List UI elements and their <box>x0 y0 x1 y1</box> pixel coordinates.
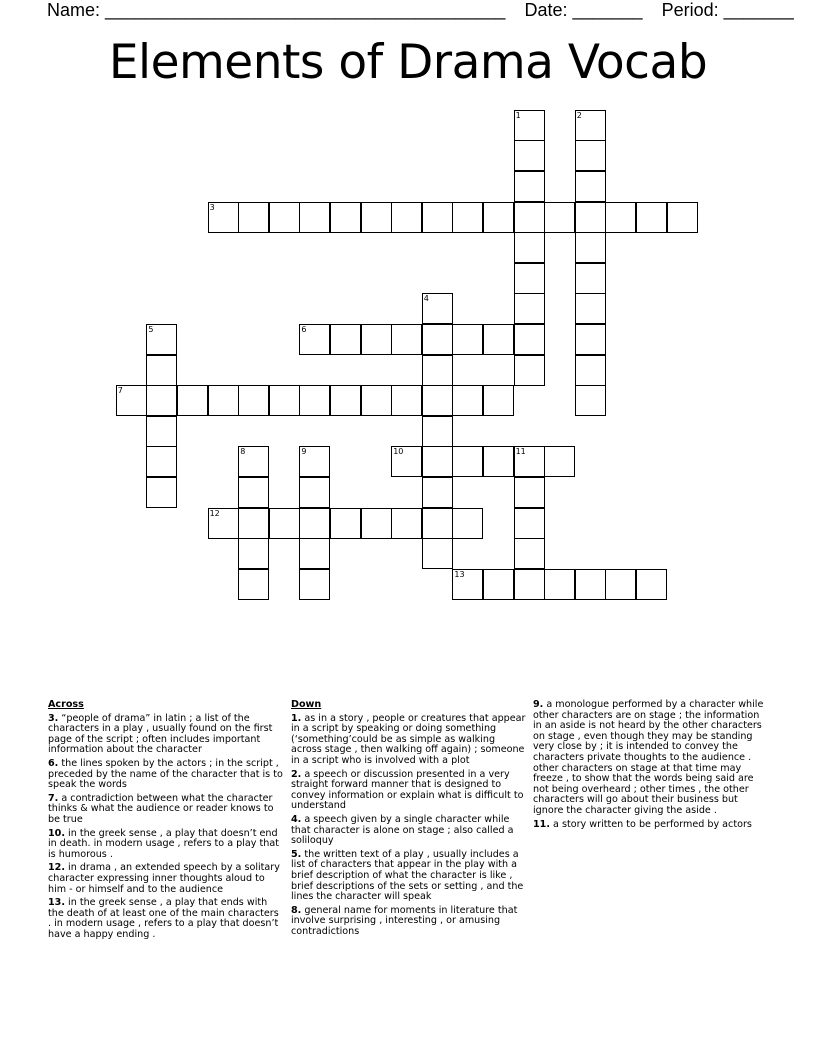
grid-cell[interactable] <box>422 538 453 569</box>
grid-cell[interactable] <box>667 202 698 233</box>
clue-text: a speech or discussion presented in a very straight forward manner that is designed to convey information or explain what is difficult to understand <box>291 768 524 812</box>
grid-cell[interactable] <box>605 202 636 233</box>
grid-cell[interactable] <box>575 140 606 171</box>
grid-cell[interactable] <box>146 324 177 355</box>
grid-cell[interactable] <box>177 385 208 416</box>
grid-cell[interactable] <box>422 355 453 386</box>
down-clues <box>291 700 527 940</box>
clue-item <box>533 700 769 817</box>
grid-cell[interactable] <box>208 508 239 539</box>
grid-cell[interactable] <box>483 569 514 600</box>
clue-number-label: 4. <box>291 813 302 825</box>
clue-item <box>48 714 284 756</box>
grid-cell[interactable] <box>575 355 606 386</box>
across-clues <box>48 700 284 943</box>
grid-cell[interactable] <box>514 538 545 569</box>
clue-number-label: 2. <box>291 768 302 780</box>
grid-cell[interactable] <box>269 202 300 233</box>
grid-cell[interactable] <box>238 508 269 539</box>
grid-cell[interactable] <box>238 446 269 477</box>
grid-cell[interactable] <box>483 385 514 416</box>
grid-cell[interactable] <box>544 446 575 477</box>
grid-cell[interactable] <box>483 324 514 355</box>
page-title: Elements of Drama Vocab <box>108 35 708 90</box>
grid-cell[interactable] <box>330 324 361 355</box>
grid-cell[interactable] <box>299 508 330 539</box>
grid-cell[interactable] <box>299 385 330 416</box>
grid-cell[interactable] <box>361 385 392 416</box>
grid-cell[interactable] <box>391 508 422 539</box>
grid-cell[interactable] <box>483 446 514 477</box>
clue-number: 1 <box>515 110 521 120</box>
grid-cell[interactable] <box>575 569 606 600</box>
clue-item <box>291 815 527 847</box>
down-heading: Down <box>291 699 322 710</box>
clue-number: 3 <box>209 202 215 212</box>
grid-cell[interactable] <box>146 416 177 447</box>
clue-text: general name for moments in literature that involve surprising , interesting , or amusing contradictions <box>291 904 518 937</box>
clue-item <box>533 820 769 831</box>
grid-cell[interactable] <box>422 202 453 233</box>
clue-item <box>48 863 284 895</box>
clue-number: 12 <box>209 508 220 518</box>
grid-cell[interactable] <box>299 569 330 600</box>
grid-cell[interactable] <box>361 324 392 355</box>
clue-item <box>291 714 527 767</box>
clue-number-label: 8. <box>291 904 302 916</box>
clue-number: 6 <box>301 325 307 334</box>
grid-cell[interactable] <box>361 508 392 539</box>
grid-cell[interactable] <box>208 385 239 416</box>
grid-cell[interactable] <box>452 202 483 233</box>
grid-cell[interactable] <box>514 324 545 355</box>
grid-cell[interactable] <box>238 538 269 569</box>
grid-cell[interactable] <box>636 202 667 233</box>
grid-cell[interactable] <box>422 385 453 416</box>
grid-cell[interactable] <box>422 446 453 477</box>
grid-cell[interactable] <box>514 355 545 386</box>
grid-cell[interactable] <box>544 569 575 600</box>
grid-cell[interactable] <box>422 293 453 324</box>
grid-cell[interactable] <box>299 324 330 355</box>
clue-text: a story written to be performed by actors <box>550 818 752 830</box>
clue-number-label: 12. <box>48 862 65 874</box>
clue-item <box>48 759 284 791</box>
grid-cell[interactable] <box>452 385 483 416</box>
grid-cell[interactable] <box>514 446 545 477</box>
grid-cell[interactable] <box>299 446 330 477</box>
grid-cell[interactable] <box>514 110 545 141</box>
grid-cell[interactable] <box>422 416 453 447</box>
clue-number-label: 11. <box>533 818 550 830</box>
name-field: Name: ________________________________________ <box>47 0 506 20</box>
grid-cell[interactable] <box>514 202 545 233</box>
grid-cell[interactable] <box>575 110 606 141</box>
grid-cell[interactable] <box>452 508 483 539</box>
grid-cell[interactable] <box>483 202 514 233</box>
grid-cell[interactable] <box>238 569 269 600</box>
clue-number-label: 6. <box>48 757 59 769</box>
grid-cell[interactable] <box>208 202 239 233</box>
clue-item <box>291 850 527 903</box>
clue-number: 11 <box>515 447 526 457</box>
grid-cell[interactable] <box>146 385 177 416</box>
clue-text: a contradiction between what the character thinks & what the audience or reader knows to be true <box>48 792 274 825</box>
clue-text: “people of drama” in latin ; a list of the characters in a play , usually found on the first page of the script ; often includes important information about the character <box>48 712 273 756</box>
grid-cell[interactable] <box>391 385 422 416</box>
grid-cell[interactable] <box>269 385 300 416</box>
grid-cell[interactable] <box>575 202 606 233</box>
grid-cell[interactable] <box>514 171 545 202</box>
clue-number-label: 3. <box>48 712 59 724</box>
clue-number: 8 <box>240 447 246 457</box>
clue-text: a speech given by a single character while that character is alone on stage ; also called a soliloquy <box>291 813 514 847</box>
grid-cell[interactable] <box>514 293 545 324</box>
clue-number-label: 9. <box>533 699 544 710</box>
grid-cell[interactable] <box>575 171 606 202</box>
grid-cell[interactable] <box>330 202 361 233</box>
grid-cell[interactable] <box>452 324 483 355</box>
clue-text: in the greek sense , a play that ends with the death of at least one of the main characters . in modern usage , refers to a play that doesn’t have a happy ending . <box>48 897 279 940</box>
clue-item <box>291 906 527 938</box>
grid-cell[interactable] <box>391 202 422 233</box>
grid-cell[interactable] <box>330 508 361 539</box>
across-heading: Across <box>48 699 84 710</box>
grid-cell[interactable] <box>575 263 606 294</box>
grid-cell[interactable] <box>238 477 269 508</box>
down-clues-continued <box>533 700 769 833</box>
clue-number: 4 <box>423 294 429 304</box>
clue-number: 5 <box>148 325 154 334</box>
grid-cell[interactable] <box>299 477 330 508</box>
grid-cell[interactable] <box>116 385 147 416</box>
clue-text: as in a story , people or creatures that appear in a script by speaking or doing something (‘something’could be as simple as walking across stage , then walking off again) ; someone in a script who is involved with a plot <box>291 712 526 766</box>
grid-cell[interactable] <box>238 202 269 233</box>
grid-cell[interactable] <box>361 202 392 233</box>
grid-cell[interactable] <box>452 446 483 477</box>
grid-cell[interactable] <box>422 324 453 355</box>
clue-text: a monologue performed by a character while other characters are on stage ; the information in an aside is not heard by the other characters on stage , even though they may be standing very close by ; it is intended to convey the characters private thoughts to the audience . other characters on stage at that time may freeze , to show that the words being said are not being overheard ; other times , the other characters will go about their business but ignore the character giving the aside . <box>533 699 764 816</box>
clue-number: 7 <box>117 386 123 396</box>
grid-cell[interactable] <box>452 569 483 600</box>
clue-item <box>48 794 284 826</box>
clue-text: the lines spoken by the actors ; in the script , preceded by the name of the character that is to speak the words <box>48 757 283 791</box>
grid-cell[interactable] <box>636 569 667 600</box>
clue-text: the written text of a play , usually includes a list of characters that appear in the play with a brief description of what the character is like , brief descriptions of the sets or setting , and the lines the character will speak <box>291 848 524 903</box>
grid-cell[interactable] <box>514 140 545 171</box>
clue-number-label: 1. <box>291 712 302 724</box>
grid-cell[interactable] <box>514 569 545 600</box>
grid-cell[interactable] <box>575 293 606 324</box>
clue-number-label: 7. <box>48 792 59 804</box>
grid-cell[interactable] <box>575 385 606 416</box>
grid-cell[interactable] <box>391 324 422 355</box>
clue-number: 2 <box>576 110 582 120</box>
grid-cell[interactable] <box>146 446 177 477</box>
grid-cell[interactable] <box>575 232 606 263</box>
clue-text: in drama , an extended speech by a solitary character expressing inner thoughts aloud to him - or himself and to the audience <box>48 862 280 895</box>
grid-cell[interactable] <box>146 355 177 386</box>
grid-cell[interactable] <box>146 477 177 508</box>
grid-cell[interactable] <box>422 508 453 539</box>
clue-number-label: 5. <box>291 848 302 860</box>
clue-text: in the greek sense , a play that doesn’t end in death. in modern usage , refers to a play that is humorous . <box>48 827 279 860</box>
clue-item <box>291 770 527 812</box>
clue-number: 9 <box>301 447 307 457</box>
date-field: Date: _______ <box>524 0 643 20</box>
grid-cell[interactable] <box>514 232 545 263</box>
grid-cell[interactable] <box>605 569 636 600</box>
grid-cell[interactable] <box>330 385 361 416</box>
grid-cell[interactable] <box>514 263 545 294</box>
grid-cell[interactable] <box>575 324 606 355</box>
clue-number-label: 13. <box>48 897 65 909</box>
clue-item <box>48 898 284 940</box>
grid-cell[interactable] <box>299 538 330 569</box>
grid-cell[interactable] <box>269 508 300 539</box>
clue-item <box>48 829 284 861</box>
period-field: Period: _______ <box>661 0 794 20</box>
grid-cell[interactable] <box>391 446 422 477</box>
clue-number: 13 <box>454 569 465 579</box>
grid-cell[interactable] <box>299 202 330 233</box>
clue-number: 10 <box>393 447 404 457</box>
clue-number-label: 10. <box>48 827 65 839</box>
grid-cell[interactable] <box>544 202 575 233</box>
grid-cell[interactable] <box>422 477 453 508</box>
grid-cell[interactable] <box>514 508 545 539</box>
grid-cell[interactable] <box>514 477 545 508</box>
grid-cell[interactable] <box>238 385 269 416</box>
